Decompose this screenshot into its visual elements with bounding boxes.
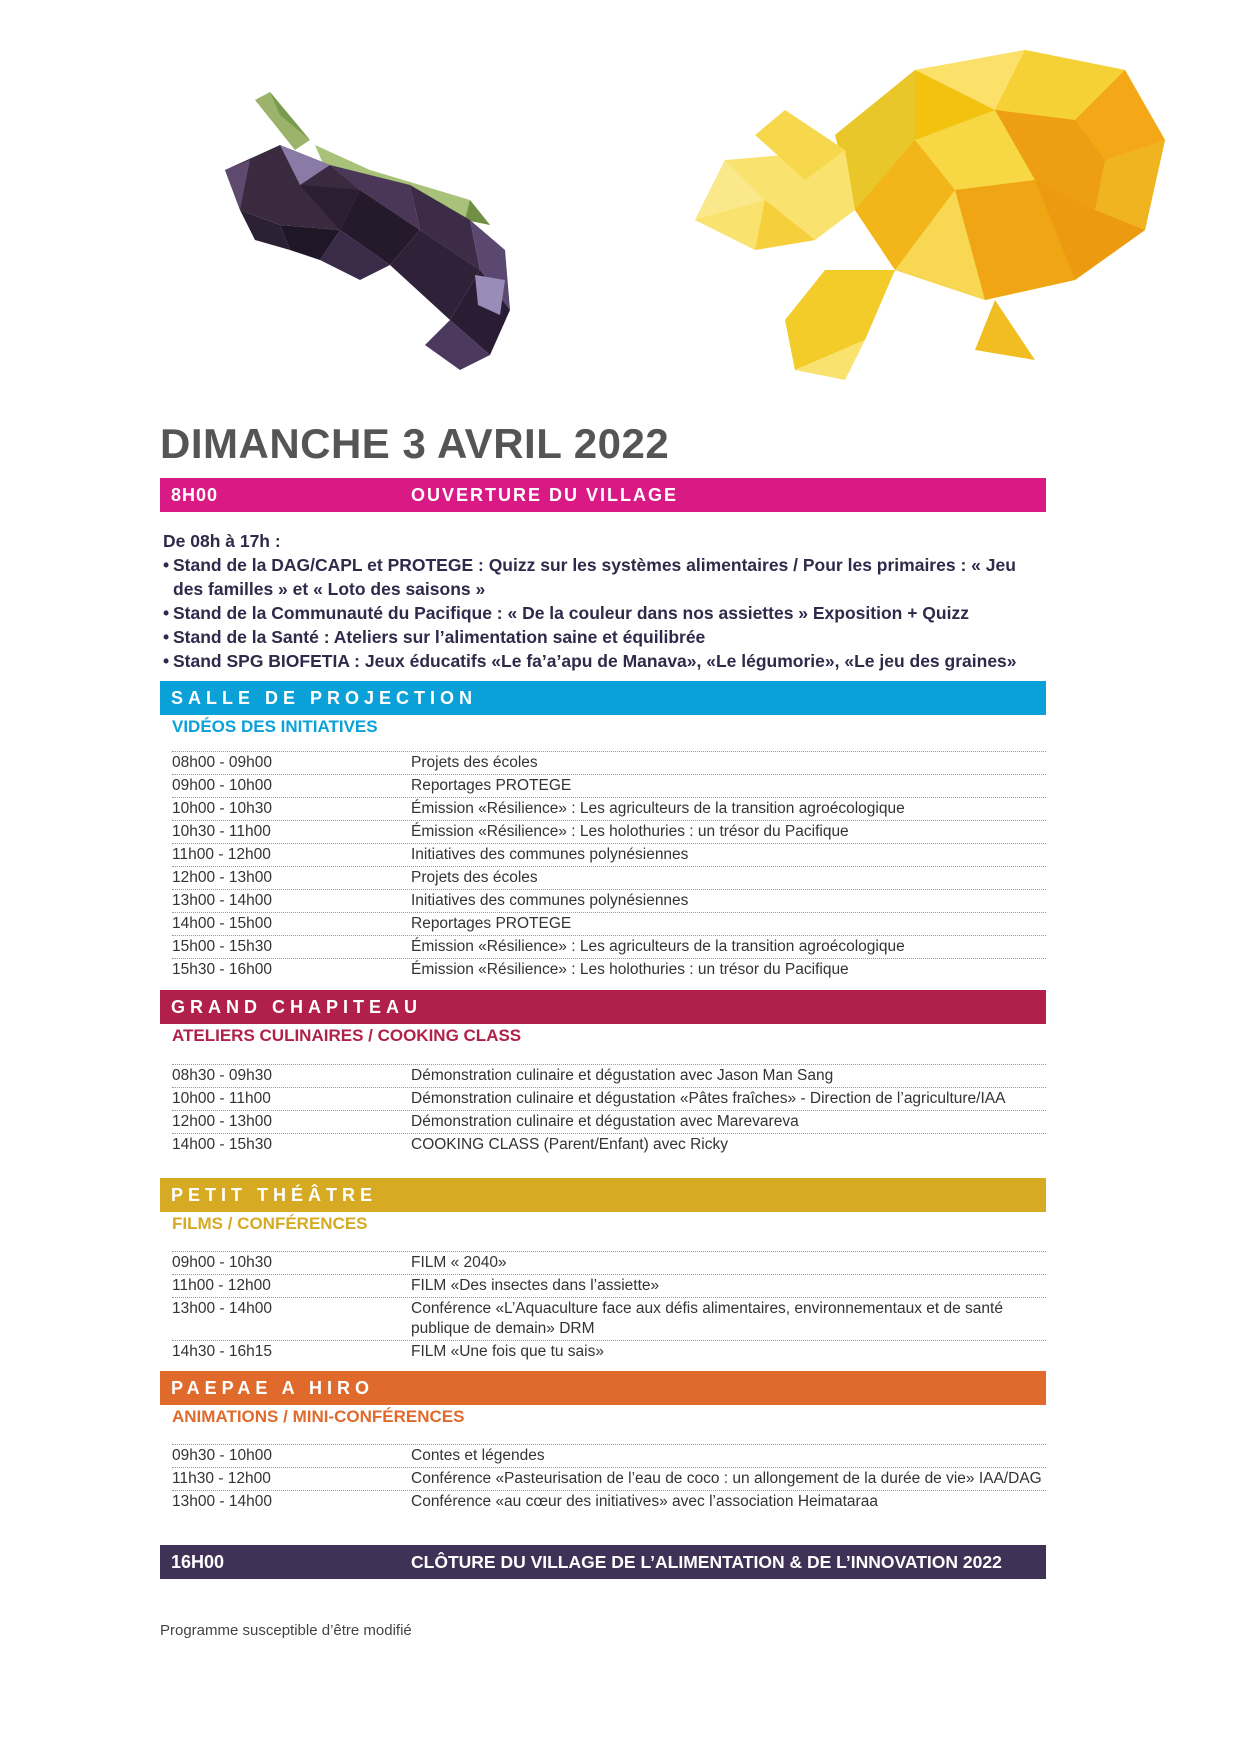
activity-description: Démonstration culinaire et dégustation avec Marevareva	[411, 1113, 799, 1130]
table-row	[172, 1087, 1046, 1110]
section-subtitle: FILMS / CONFÉRENCES	[172, 1214, 368, 1233]
activity-description: FILM «Des insectes dans l’assiette»	[411, 1277, 660, 1294]
table-row	[172, 1274, 1046, 1297]
time-slot: 11h00 - 12h00	[172, 846, 271, 863]
closing-label: CLÔTURE DU VILLAGE DE L’ALIMENTATION & DE L’INNOVATION 2022	[411, 1552, 1002, 1572]
table-row	[172, 843, 1046, 866]
closing-bar	[160, 1545, 1046, 1579]
activity-description: Initiatives des communes polynésiennes	[411, 892, 689, 909]
bullet: •	[163, 651, 170, 671]
activity-description: Démonstration culinaire et dégustation «Pâtes fraîches» - Direction de l’agriculture/IAA	[411, 1090, 1006, 1107]
section-bar-grand-chapiteau	[160, 990, 1046, 1024]
time-slot: 11h30 - 12h00	[172, 1470, 271, 1487]
time-slot: 11h00 - 12h00	[172, 1277, 271, 1294]
activity-description: FILM «Une fois que tu sais»	[411, 1343, 604, 1360]
time-slot: 13h00 - 14h00	[172, 892, 272, 909]
opening-time: 8H00	[171, 485, 219, 505]
activity-description: FILM « 2040»	[411, 1254, 507, 1271]
table-row	[172, 1340, 1046, 1363]
stand-description: Stand de la DAG/CAPL et PROTEGE : Quizz sur les systèmes alimentaires / Pour les primaires : « Jeu des familles » et « Loto des saisons »	[173, 555, 1016, 599]
table-row	[172, 797, 1046, 820]
bullet: •	[163, 627, 170, 647]
time-slot: 10h30 - 11h00	[172, 823, 271, 840]
table-row	[172, 1490, 1046, 1513]
table-row	[172, 751, 1046, 774]
activity-description: Reportages PROTEGE	[411, 915, 572, 932]
section-bar-salle-de-projection	[160, 681, 1046, 715]
list-item	[163, 553, 1043, 601]
activity-description: Projets des écoles	[411, 754, 538, 771]
time-slot: 08h00 - 09h00	[172, 754, 272, 771]
table-row	[172, 1110, 1046, 1133]
stand-description: Stand de la Santé : Ateliers sur l’alimentation saine et équilibrée	[173, 627, 706, 647]
activity-description: Émission «Résilience» : Les agriculteurs de la transition agroécologique	[411, 938, 905, 955]
time-slot: 15h30 - 16h00	[172, 961, 272, 978]
activity-description: Conférence «Pasteurisation de l’eau de coco : un allongement de la durée de vie» IAA/DAG	[411, 1470, 1042, 1487]
activity-description: Projets des écoles	[411, 869, 538, 886]
table-row	[172, 1133, 1046, 1156]
time-slot: 12h00 - 13h00	[172, 1113, 272, 1130]
stand-description: Stand de la Communauté du Pacifique : « De la couleur dans nos assiettes » Exposition + Quizz	[173, 603, 969, 623]
page-title: DIMANCHE 3 AVRIL 2022	[160, 420, 670, 467]
table-row	[172, 912, 1046, 935]
time-slot: 15h00 - 15h30	[172, 938, 272, 955]
section-title: PETIT THÉÂTRE	[171, 1185, 378, 1205]
time-slot: 09h00 - 10h30	[172, 1254, 272, 1271]
schedule-table-paepae-a-hiro	[172, 1444, 1046, 1513]
time-slot: 10h00 - 10h30	[172, 800, 272, 817]
activity-description: Contes et légendes	[411, 1447, 545, 1464]
table-row	[172, 820, 1046, 843]
time-slot: 13h00 - 14h00	[172, 1300, 272, 1317]
activity-description: Initiatives des communes polynésiennes	[411, 846, 689, 863]
section-subtitle: ATELIERS CULINAIRES / COOKING CLASS	[172, 1026, 522, 1045]
table-row	[172, 1251, 1046, 1274]
time-slot: 14h30 - 16h15	[172, 1343, 272, 1360]
table-row	[172, 889, 1046, 912]
section-title: GRAND CHAPITEAU	[171, 997, 423, 1017]
stands-list	[163, 553, 1043, 673]
section-bar-petit-theatre	[160, 1178, 1046, 1212]
table-row	[172, 1297, 1046, 1340]
intro-title: De 08h à 17h :	[163, 531, 281, 551]
eggplant-illustration	[220, 90, 550, 380]
activity-description: Reportages PROTEGE	[411, 777, 572, 794]
stand-description: Stand SPG BIOFETIA : Jeux éducatifs «Le fa’a’apu de Manava», «Le légumorie», «Le jeu des graines»	[173, 651, 1017, 671]
section-title: SALLE DE PROJECTION	[171, 688, 478, 708]
table-row	[172, 1064, 1046, 1087]
time-slot: 09h00 - 10h00	[172, 777, 272, 794]
list-item	[163, 625, 1043, 649]
time-slot: 12h00 - 13h00	[172, 869, 272, 886]
footer-note: Programme susceptible d’être modifié	[160, 1622, 412, 1639]
activity-description: Conférence «L’Aquaculture face aux défis alimentaires, environnementaux et de santé publique de demain» DRM	[411, 1300, 1003, 1337]
time-slot: 09h30 - 10h00	[172, 1447, 272, 1464]
fish-illustration	[695, 40, 1180, 380]
time-slot: 10h00 - 11h00	[172, 1090, 271, 1107]
table-row	[172, 866, 1046, 889]
bullet: •	[163, 555, 170, 575]
list-item	[163, 601, 1043, 625]
table-row	[172, 958, 1046, 981]
stands-intro	[163, 529, 1043, 673]
section-bar-paepae-a-hiro	[160, 1371, 1046, 1405]
activity-description: Émission «Résilience» : Les holothuries : un trésor du Pacifique	[411, 823, 849, 840]
opening-bar	[160, 478, 1046, 512]
activity-description: Émission «Résilience» : Les holothuries : un trésor du Pacifique	[411, 961, 849, 978]
activity-description: Démonstration culinaire et dégustation avec Jason Man Sang	[411, 1067, 834, 1084]
time-slot: 14h00 - 15h30	[172, 1136, 272, 1153]
table-row	[172, 774, 1046, 797]
schedule-table-petit-theatre	[172, 1251, 1046, 1363]
time-slot: 08h30 - 09h30	[172, 1067, 272, 1084]
activity-description: Conférence «au cœur des initiatives» avec l’association Heimataraa	[411, 1493, 878, 1510]
activity-description: COOKING CLASS (Parent/Enfant) avec Ricky	[411, 1136, 728, 1153]
table-row	[172, 935, 1046, 958]
section-subtitle: VIDÉOS DES INITIATIVES	[172, 717, 378, 736]
activity-description: Émission «Résilience» : Les agriculteurs de la transition agroécologique	[411, 800, 905, 817]
list-item	[163, 649, 1043, 673]
section-title: PAEPAE A HIRO	[171, 1378, 375, 1398]
table-row	[172, 1444, 1046, 1467]
bullet: •	[163, 603, 170, 623]
table-row	[172, 1467, 1046, 1490]
schedule-table-grand-chapiteau	[172, 1064, 1046, 1156]
opening-label: OUVERTURE DU VILLAGE	[411, 485, 679, 505]
time-slot: 14h00 - 15h00	[172, 915, 272, 932]
closing-time: 16H00	[171, 1552, 225, 1572]
schedule-table-salle-de-projection	[172, 751, 1046, 981]
section-subtitle: ANIMATIONS / MINI-CONFÉRENCES	[172, 1407, 465, 1426]
time-slot: 13h00 - 14h00	[172, 1493, 272, 1510]
